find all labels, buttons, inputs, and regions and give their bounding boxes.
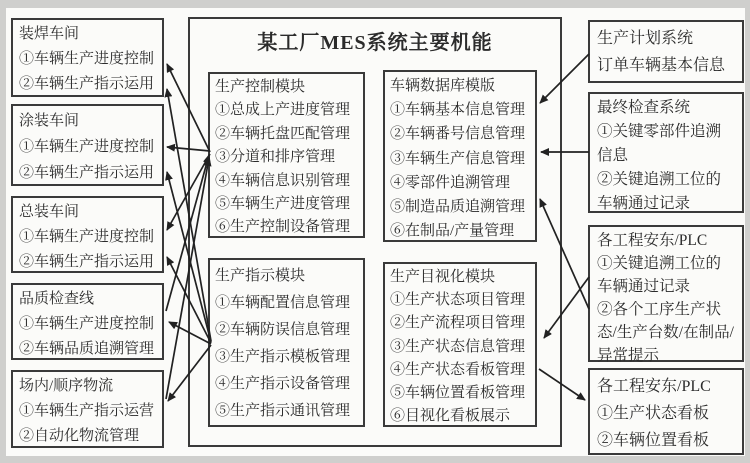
box-painting-workshop [11,104,164,186]
box-quality-inspection-line [11,283,164,360]
scan-edge-right [745,0,750,463]
box-item: ②车辆生产指示运用 [19,165,155,181]
box-item: ③生产状态信息管理 [390,338,526,355]
box-item: ②自动化物流管理 [19,428,140,444]
box-item: ⑥生产控制设备管理 [215,219,351,236]
scan-edge-bottom [0,456,750,463]
scan-edge-left [0,0,6,463]
box-item: ③生产指示模板管理 [215,349,351,365]
box-item: ③车辆生产信息管理 [390,150,526,167]
box-title: 各工程安东/PLC [597,232,708,249]
box-item: ②车辆品质追溯管理 [19,341,155,357]
box-item: ①车辆生产进度控制 [19,229,155,245]
box-item: ⑤生产指示通讯管理 [215,403,351,419]
box-title: 最终检查系统 [597,99,691,116]
box-title: 品质检查线 [19,291,95,307]
box-andon-plc-2 [588,368,744,455]
box-internal-sequence-logistics [11,370,164,448]
box-title: 生产目视化模块 [390,269,496,285]
box-item: ④生产指示设备管理 [215,376,351,392]
box-andon-plc-1 [588,225,744,362]
box-item: ①生产状态看板 [597,405,710,422]
box-item: ②车辆生产指示运用 [19,76,155,92]
box-item: ①关键零部件追溯信息 [597,123,722,164]
box-title: 涂装车间 [19,113,80,129]
box-title: 生产指示模块 [215,268,306,284]
box-item: ②各个工序生产状态/生产台数/在制品/异常提示 [597,301,734,364]
box-item: ②车辆生产指示运用 [19,254,155,270]
box-item: 订单车辆基本信息 [597,57,726,74]
box-vehicle-database-module [383,70,537,242]
box-item: ①车辆生产进度控制 [19,139,155,155]
box-item: ⑥目视化看板展示 [390,408,511,425]
box-title: 各工程安东/PLC [597,378,711,395]
box-title: 装焊车间 [19,26,80,42]
box-item: ⑤制造品质追溯管理 [390,199,526,216]
box-item: ④生产状态看板管理 [390,361,526,378]
box-assembly-workshop [11,196,164,273]
box-item: ②车辆防误信息管理 [215,322,351,338]
box-title: 生产控制模块 [215,79,306,95]
box-item: ②生产流程项目管理 [390,315,526,332]
box-item: ④车辆信息识别管理 [215,172,351,189]
box-item: ②车辆位置看板 [597,432,710,449]
box-item: ⑤车辆位置看板管理 [390,385,526,402]
box-item: ⑤车辆生产进度管理 [215,196,351,213]
box-item: ①车辆基本信息管理 [390,102,526,119]
box-production-control-module [208,72,365,238]
box-item: ②车辆托盘匹配管理 [215,125,351,142]
box-welding-workshop [11,18,164,97]
box-item: ①车辆生产进度控制 [19,51,155,67]
box-item: ②关键追溯工位的车辆通过记录 [597,171,722,212]
box-item: ①车辆生产进度控制 [19,316,155,332]
box-item: ③分道和排序管理 [215,149,336,166]
box-title: 车辆数据库模版 [390,78,496,94]
box-item: ①车辆配置信息管理 [215,295,351,311]
box-title: 生产计划系统 [597,30,694,47]
box-production-visualization-module [383,262,537,427]
box-title: 场内/顺序物流 [19,378,114,394]
box-item: ①生产状态项目管理 [390,292,526,309]
box-production-planning-system [588,20,744,83]
scan-edge-top [0,0,750,8]
box-item: ①车辆生产指示运营 [19,403,155,419]
box-production-instruction-module [208,258,365,427]
box-item: ①关键追溯工位的车辆通过记录 [597,255,722,295]
box-item: ①总成上产进度管理 [215,102,351,119]
box-final-inspection-system [588,92,744,213]
diagram-title: 某工厂MES系统主要机能 [257,32,493,54]
box-item: ⑥在制品/产量管理 [390,223,515,240]
box-title: 总装车间 [19,204,80,220]
box-item: ④零部件追溯管理 [390,174,511,191]
box-item: ②车辆番号信息管理 [390,126,526,143]
